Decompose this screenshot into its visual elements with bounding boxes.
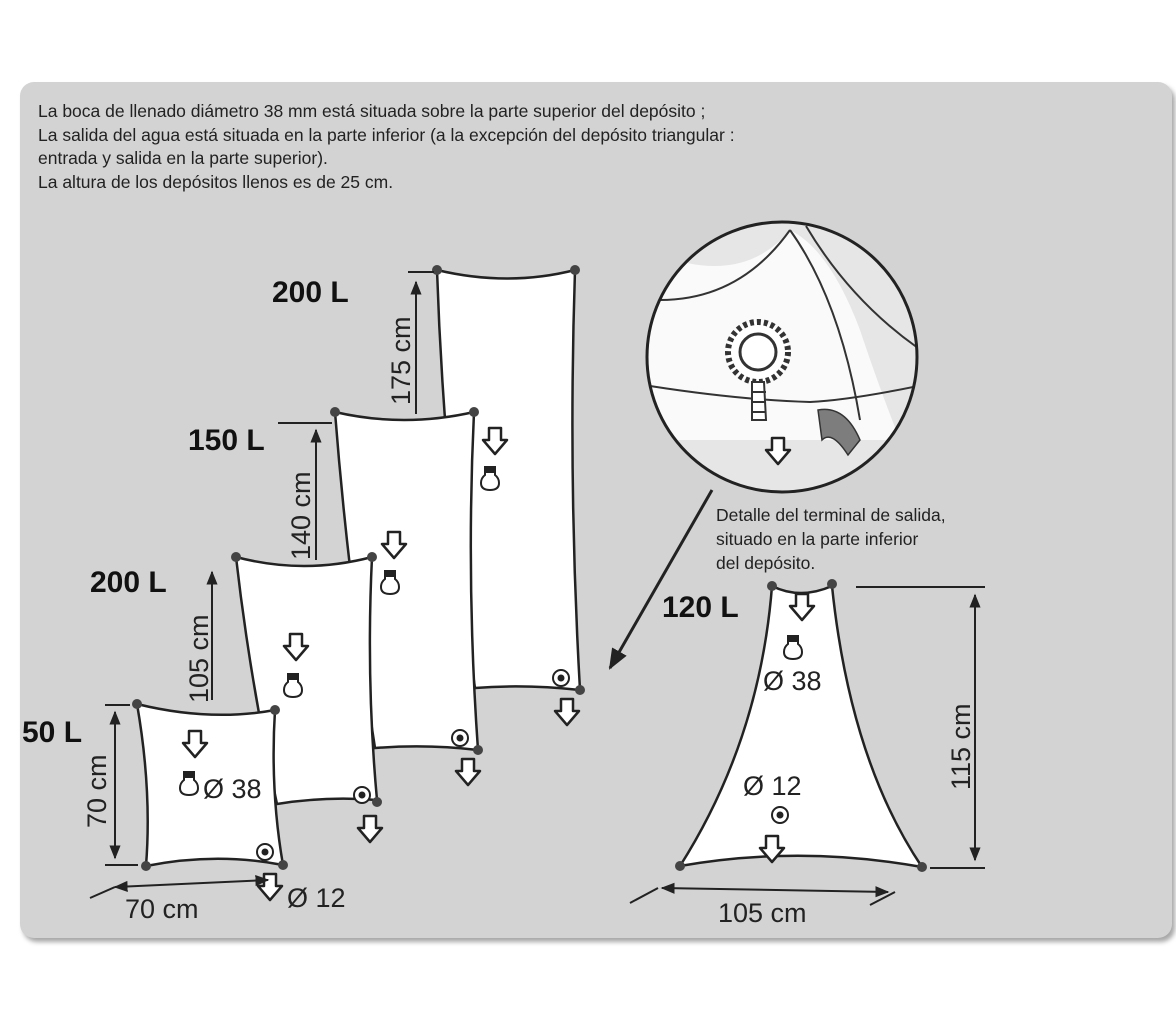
tank-50l-outlet-arrow-icon xyxy=(258,874,282,900)
tank-50l-volume: 50 L xyxy=(22,716,83,749)
tank-50l-inlet-label: Ø 38 xyxy=(203,774,262,804)
detail-caption-line1: Detalle del terminal de salida, xyxy=(716,505,946,525)
tank-200l-medium-height-label: 105 cm xyxy=(184,614,214,703)
tank-150l-outlet-arrow-icon xyxy=(456,759,480,785)
intro-line-height: La altura de los depósitos llenos es de 25 cm. xyxy=(38,171,394,192)
tank-120l-outlet-label: Ø 12 xyxy=(743,771,802,801)
tank-150l-volume: 150 L xyxy=(188,424,265,457)
detail-caption-line3: del depósito. xyxy=(716,553,816,573)
tank-200l-tall-volume: 200 L xyxy=(272,276,349,309)
intro-line-exception: entrada y salida en la parte superior). xyxy=(38,148,328,168)
tank-120l-height-label: 115 cm xyxy=(946,703,976,790)
tank-120l-bag xyxy=(680,586,922,867)
tank-50l-outlet-label: Ø 12 xyxy=(287,883,346,913)
tank-150l-outlet-icon xyxy=(452,730,468,746)
tank-200l-medium-outlet-arrow-icon xyxy=(358,816,382,842)
tank-120l-width-label: 105 cm xyxy=(718,898,807,928)
tank-200l-tall-height-label: 175 cm xyxy=(386,316,416,405)
tank-50l-width-label: 70 cm xyxy=(125,894,199,924)
detail-pointer-arrow xyxy=(610,490,712,668)
tank-50l-height-label: 70 cm xyxy=(82,754,112,828)
tank-200l-medium-volume: 200 L xyxy=(90,566,167,599)
tank-200l-tall-outlet-icon xyxy=(553,670,569,686)
tank-120l-inlet-label: Ø 38 xyxy=(763,666,822,696)
outlet-detail-magnifier xyxy=(640,222,918,492)
tank-120l-volume: 120 L xyxy=(662,591,739,624)
tank-120l-triangular xyxy=(630,579,985,928)
tank-150l-height-label: 140 cm xyxy=(286,471,316,560)
detail-caption-line2: situado en la parte inferior xyxy=(716,529,919,549)
tank-200l-medium-outlet-icon xyxy=(354,787,370,803)
intro-line-outlet: La salida del agua está situada en la parte inferior (a la excepción del depósito triangular : xyxy=(38,124,735,145)
tank-200l-tall-outlet-arrow-icon xyxy=(555,699,579,725)
intro-line-filling: La boca de llenado diámetro 38 mm está situada sobre la parte superior del depósito ; xyxy=(38,101,706,121)
tank-120l-outlet-icon xyxy=(772,807,788,823)
tank-50l-outlet-icon xyxy=(257,844,273,860)
